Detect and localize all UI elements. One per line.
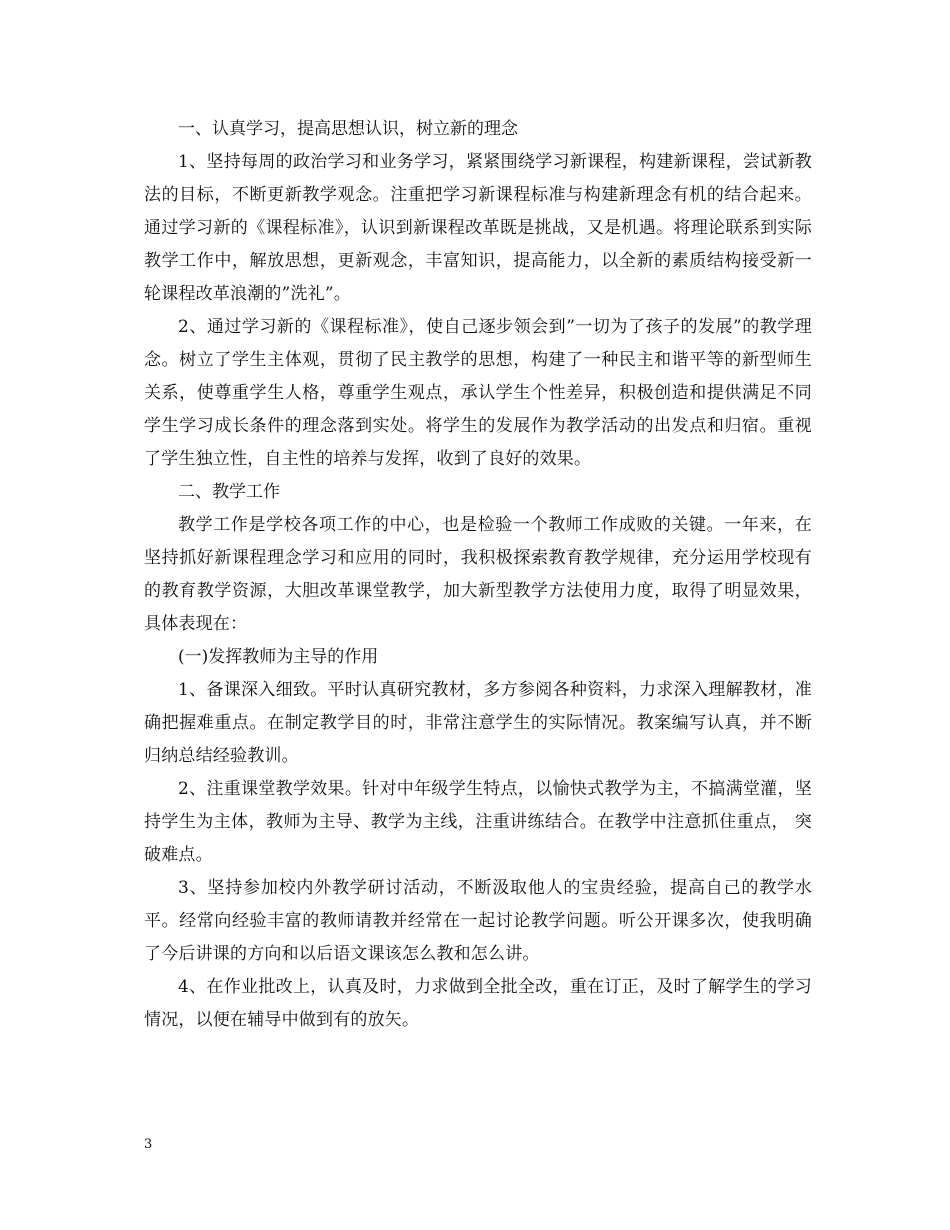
- document-body: [144, 113, 812, 1037]
- paragraph-teacher-role-1: 1、备课深入细致。平时认真研究教材，多方参阅各种资料，力求深入理解教材，准确把握难重点。在制定教学目的时，非常注意学生的实际情况。教案编写认真，并不断归纳总结经验教训。: [144, 680, 812, 766]
- paragraph-teacher-role-3: 3、坚持参加校内外教学研讨活动，不断汲取他人的宝贵经验，提高自己的教学水平。经常向经验丰富的教师请教并经常在一起讨论教学问题。听公开课多次，使我明确了今后讲课的方向和以后语文课该怎么教和怎么讲。: [144, 878, 812, 964]
- paragraph-study-1: 1、坚持每周的政治学习和业务学习，紧紧围绕学习新课程，构建新课程，尝试新教法的目标，不断更新教学观念。注重把学习新课程标准与构建新理念有机的结合起来。通过学习新的《课程标准》，认识到新课程改革既是挑战，又是机遇。将理论联系到实际教学工作中，解放思想，更新观念，丰富知识，提高能力，以全新的素质结构接受新一轮课程改革浪潮的”洗礼”。: [144, 152, 812, 304]
- section-heading-study: 一、认真学习，提高思想认识，树立新的理念: [178, 119, 518, 139]
- subsection-heading-teacher-role: (一)发挥教师为主导的作用: [178, 647, 379, 667]
- paragraph-teacher-role-4: 4、在作业批改上，认真及时，力求做到全批全改，重在订正，及时了解学生的学习情况，以便在辅导中做到有的放矢。: [144, 977, 812, 1030]
- section-heading-teaching: 二、教学工作: [178, 482, 280, 502]
- paragraph-teacher-role-2: 2、注重课堂教学效果。针对中年级学生特点，以愉快式教学为主，不搞满堂灌，坚持学生为主体，教师为主导、教学为主线，注重讲练结合。在教学中注意抓住重点， 突破难点。: [144, 779, 812, 865]
- page-number: 3: [144, 1137, 153, 1152]
- paragraph-study-2: 2、通过学习新的《课程标准》，使自己逐步领会到”一切为了孩子的发展”的教学理念。树立了学生主体观，贯彻了民主教学的思想，构建了一种民主和谐平等的新型师生关系，使尊重学生人格，尊重学生观点，承认学生个性差异，积极创造和提供满足不同学生学习成长条件的理念落到实处。将学生的发展作为教学活动的出发点和归宿。重视了学生独立性，自主性的培养与发挥，收到了良好的效果。: [144, 317, 812, 469]
- paragraph-teaching-intro: 教学工作是学校各项工作的中心，也是检验一个教师工作成败的关键。一年来，在坚持抓好新课程理念学习和应用的同时，我积极探索教育教学规律，充分运用学校现有的教育教学资源，大胆改革课堂教学，加大新型教学方法使用力度，取得了明显效果，具体表现在：: [144, 515, 812, 634]
